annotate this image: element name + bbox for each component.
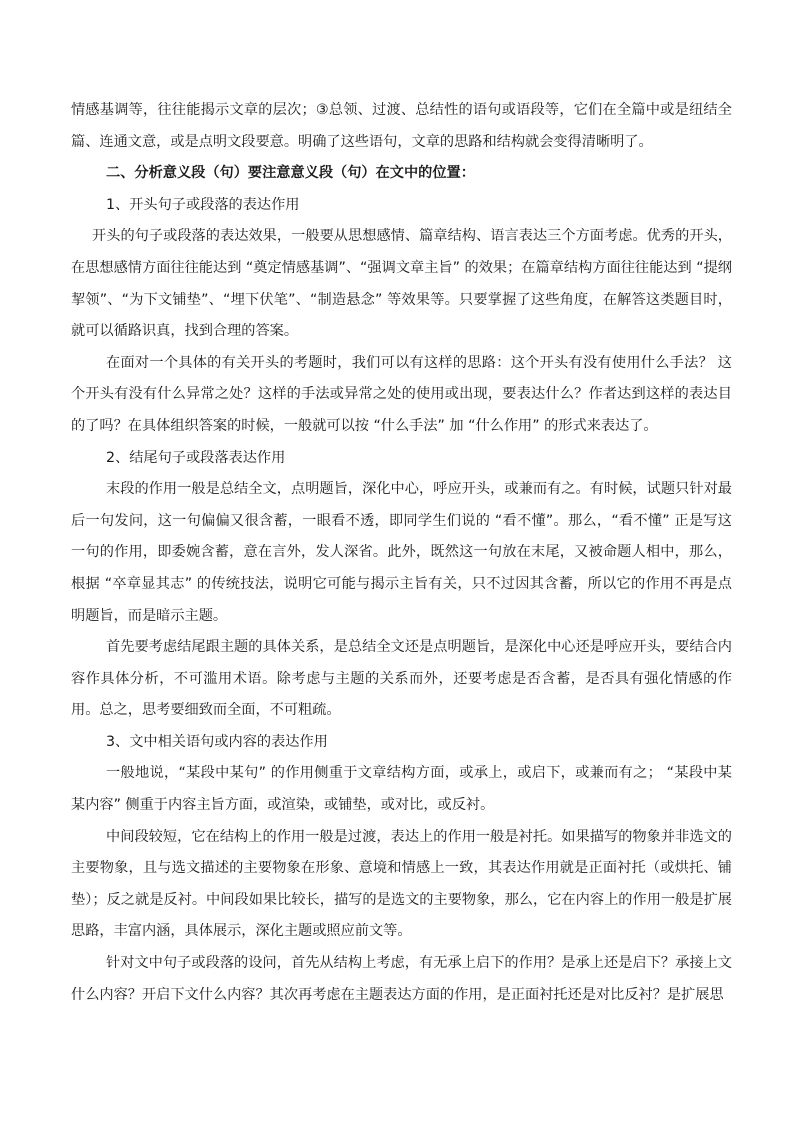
section-heading-2: 二、分析意义段（句）要注意意义段（句）在文中的位置： bbox=[106, 165, 475, 182]
paragraph-opening-effect: 开头的句子或段落的表达效果，一般要从思想感情、篇章结构、语言表达三个方面考虑。优秀的开头，在思想感情方面往往能达到 “奠定情感基调”、“强调文章主旨” 的效果；在篇章结构方面往往能达到 “提纲挈领”、“为下文铺垫”、“埋下伏笔”、“制造悬念” 等效果等。只要掌握了这些角度，在解答这类题目时，就可以循路识真，找到合理的答案。 bbox=[71, 228, 732, 340]
paragraph-middle-general: 一般地说，“某段中某句” 的作用侧重于文章结构方面，或承上，或启下，或兼而有之； “某段中某某内容” 侧重于内容主旨方面，或渲染，或铺垫，或对比，或反衬。 bbox=[71, 765, 732, 814]
paragraph-middle-short-long: 中间段较短，它在结构上的作用一般是过渡，表达上的作用一般是衬托。如果描写的物象并非选文的主要物象，且与选文描述的主要物象在形象、意境和情感上一致，其表达作用就是正面衬托（或烘托、铺垫）；反之就是反衬。中间段如果比较长，描写的是选文的主要物象，那么，它在内容上的作用一般是扩展思路，丰富内涵，具体展示，深化主题或照应前文等。 bbox=[71, 828, 732, 940]
subheading-ending: 2、结尾句子或段落表达作用 bbox=[106, 449, 286, 466]
paragraph-opening-approach: 在面对一个具体的有关开头的考题时，我们可以有这样的思路：这个开头有没有使用什么手法？ 这个开头有没有什么异常之处？这样的手法或异常之处的使用或出现，要表达什么？作者达到这样的表达目的了吗？在具体组织答案的时候，一般就可以按 “什么手法” 加 “什么作用” 的形式来表达了。 bbox=[71, 354, 732, 434]
subheading-opening: 1、开头句子或段落的表达作用 bbox=[106, 196, 300, 213]
paragraph-ending-approach: 首先要考虑结尾跟主题的具体关系，是总结全文还是点明题旨，是深化中心还是呼应开头，要结合内容作具体分析，不可滥用术语。除考虑与主题的关系而外，还要考虑是否含蓄，是否具有强化情感的作用。总之，思考要细致而全面，不可粗疏。 bbox=[71, 639, 732, 719]
paragraph-intro-continuation: 情感基调等，往往能揭示文章的层次；③总领、过渡、总结性的语句或语段等，它们在全篇中或是纽结全篇、连通文意，或是点明文段要意。明确了这些语句，文章的思路和结构就会变得清晰明了。 bbox=[71, 102, 732, 150]
paragraph-ending-role: 末段的作用一般是总结全文，点明题旨，深化中心，呼应开头，或兼而有之。有时候，试题只针对最后一句发问，这一句偏偏又很含蓄，一眼看不透，即同学生们说的 “看不懂”。那么，“看不懂” 正是写这一句的作用，即委婉含蓄，意在言外，发人深省。此外，既然这一句放在末尾，又被命题人相中，那么，根据 “卒章显其志” 的传统技法，说明它可能与揭示主旨有关，只不过因其含蓄，所以它的作用不再是点明题旨，而是暗示主题。 bbox=[71, 481, 732, 624]
paragraph-middle-approach: 针对文中句子或段落的设问，首先从结构上考虑，有无承上启下的作用？是承上还是启下？承接上文什么内容？开启下文什么内容？其次再考虑在主题表达方面的作用，是正面衬托还是对比反衬？是扩展思 bbox=[71, 955, 732, 1003]
document-page bbox=[71, 95, 732, 1011]
subheading-middle: 3、文中相关语句或内容的表达作用 bbox=[106, 733, 328, 750]
